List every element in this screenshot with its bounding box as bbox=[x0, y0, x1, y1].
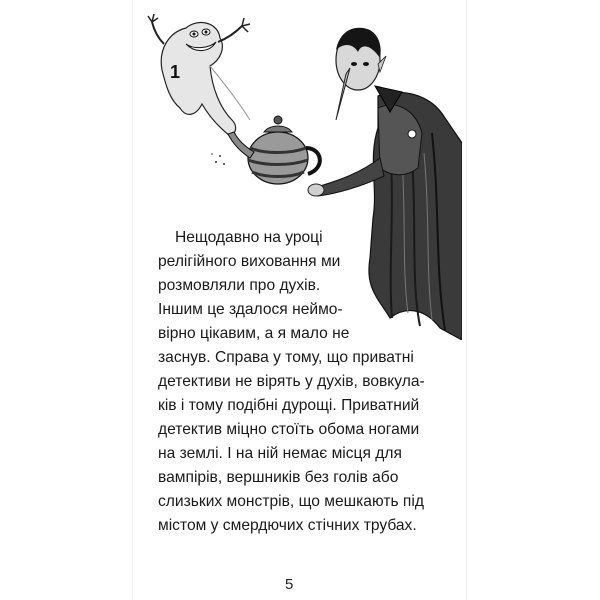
text-line: на землі. І на ній немає місця для bbox=[158, 445, 402, 462]
text-line: заснув. Справа у тому, що приватні bbox=[158, 349, 414, 366]
text-line: Іншим це здалося неймо- bbox=[158, 301, 343, 318]
ghost-icon bbox=[148, 14, 250, 136]
text-line: ків і тому подібні дурощі. Приватний bbox=[158, 397, 420, 414]
page-number: 5 bbox=[285, 576, 294, 593]
text-line: детективи не вірять у духів, вовкула- bbox=[158, 373, 425, 390]
text-line: вампірів, вершників без голів або bbox=[158, 469, 399, 486]
text-line: містом у смердючих стічних трубах. bbox=[158, 517, 417, 534]
vampire-icon bbox=[308, 28, 462, 340]
text-line: слизьких монстрів, що мешкають під bbox=[158, 493, 424, 510]
text-line: релігійного виховання ми bbox=[158, 253, 341, 270]
text-line: детектив міцно стоїть обома ногами bbox=[158, 421, 420, 438]
text-line: Нещодавно на уроці bbox=[175, 229, 323, 246]
text-line: розмовляли про духів. bbox=[158, 277, 321, 294]
chapter-number: 1 bbox=[170, 62, 181, 82]
text-line: вірно цікавим, а я мало не bbox=[158, 325, 350, 342]
